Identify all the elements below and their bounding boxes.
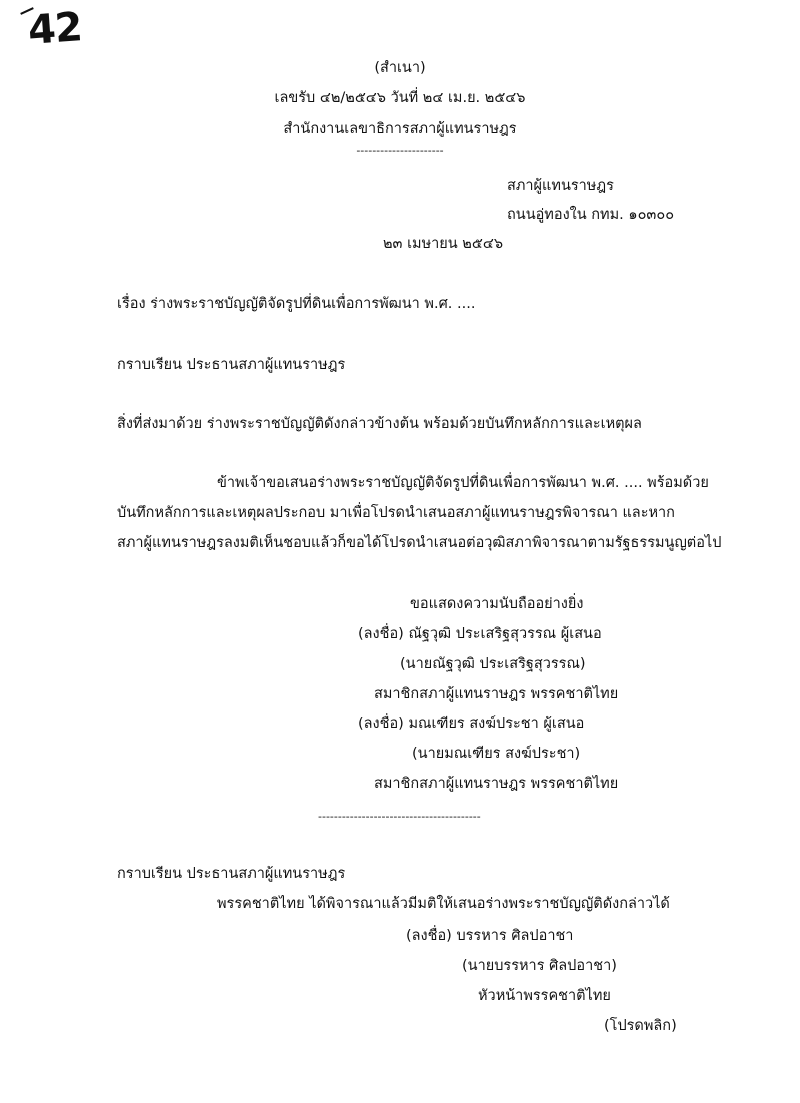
signatory-1-title: สมาชิกสภาผู้แทนราษฎร พรรคชาติไทย — [374, 686, 619, 702]
address-line-2: ถนนอู่ทองใน กทม. ๑๐๓๐๐ — [507, 207, 675, 223]
endorsement-text: พรรคชาติไทย ได้พิจารณาแล้วมีมติให้เสนอร่างพระราชบัญญัติดังกล่าวได้ — [217, 896, 670, 912]
signatory-2-title: สมาชิกสภาผู้แทนราษฎร พรรคชาติไทย — [374, 776, 619, 792]
endorsement-sign: (ลงชื่อ) บรรหาร ศิลปอาชา — [406, 928, 574, 944]
subject-line: เรื่อง ร่างพระราชบัญญัติจัดรูปที่ดินเพื่อการพัฒนา พ.ศ. .... — [117, 296, 476, 312]
salutation: กราบเรียน ประธานสภาผู้แทนราษฎร — [117, 357, 346, 373]
signatory-1-sign: (ลงชื่อ) ณัฐวุฒิ ประเสริฐสุวรรณ ผู้เสนอ — [358, 626, 602, 642]
office-name: สำนักงานเลขาธิการสภาผู้แทนราษฎร — [283, 121, 517, 137]
endorsement-name: (นายบรรหาร ศิลปอาชา) — [462, 958, 617, 974]
enclosure-line: สิ่งที่ส่งมาด้วย ร่างพระราชบัญญัติดังกล่าวข้างต้น พร้อมด้วยบันทึกหลักการและเหตุผล — [117, 416, 642, 432]
signatory-2-name: (นายมณเฑียร สงฆ์ประชา) — [412, 746, 581, 762]
signature-separator: ----------------------------------------- — [318, 810, 481, 823]
closing-phrase: ขอแสดงความนับถืออย่างยิ่ง — [410, 596, 584, 612]
header-separator: ---------------------- — [356, 144, 444, 157]
handwritten-page-number: 42 — [26, 4, 84, 54]
signatory-1-name: (นายณัฐวุฒิ ประเสริฐสุวรรณ) — [400, 656, 586, 672]
endorsement-salutation: กราบเรียน ประธานสภาผู้แทนราษฎร — [117, 866, 346, 882]
body-line-2: บันทึกหลักการและเหตุผลประกอบ มาเพื่อโปรดนำเสนอสภาผู้แทนราษฎรพิจารณา และหาก — [117, 505, 675, 521]
body-line-1: ข้าพเจ้าขอเสนอร่างพระราชบัญญัติจัดรูปที่ดินเพื่อการพัฒนา พ.ศ. .... พร้อมด้วย — [217, 475, 709, 491]
endorsement-title: หัวหน้าพรรคชาติไทย — [478, 988, 611, 1004]
turn-over-note: (โปรดพลิก) — [604, 1018, 677, 1034]
signatory-2-sign: (ลงชื่อ) มณเฑียร สงฆ์ประชา ผู้เสนอ — [358, 716, 585, 732]
body-line-3: สภาผู้แทนราษฎรลงมติเห็นชอบแล้วก็ขอได้โปรดนำเสนอต่อวุฒิสภาพิจารณาตามรัฐธรรมนูญต่อไป — [117, 535, 722, 551]
letter-date: ๒๓ เมษายน ๒๕๔๖ — [383, 236, 504, 252]
address-line-1: สภาผู้แทนราษฎร — [507, 178, 614, 194]
receipt-line: เลขรับ ๔๒/๒๕๔๖ วันที่ ๒๔ เม.ย. ๒๕๔๖ — [274, 90, 526, 106]
copy-label: (สำเนา) — [374, 60, 426, 76]
